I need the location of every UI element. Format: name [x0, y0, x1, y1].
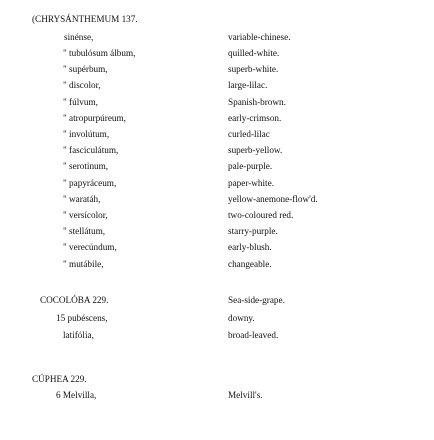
genus-heading-cuphea: CÚPHEA 229.: [32, 374, 87, 384]
species-latin: " papyráceum,: [63, 178, 117, 188]
species-latin: " tubulósum álbum,: [63, 48, 136, 58]
species-row: [0, 112, 434, 125]
species-english: superb-white.: [228, 64, 279, 74]
species-english: paper-white.: [228, 178, 274, 188]
species-latin: " waratáh,: [63, 194, 101, 204]
species-row: [0, 160, 434, 173]
species-row: [0, 79, 434, 92]
species-row: [0, 241, 434, 254]
species-latin: sinénse,: [64, 32, 94, 42]
species-english: curled-lilac: [228, 129, 270, 139]
species-row: [0, 47, 434, 60]
genus-heading-cocoloba: COCOLÓBA 229.: [40, 295, 109, 305]
genus-row-cocoloba: [0, 294, 434, 307]
species-row: [0, 177, 434, 190]
species-latin: 15 pubéscens,: [56, 313, 108, 323]
species-row: [0, 128, 434, 141]
species-latin: " serotinum,: [63, 161, 109, 171]
species-row: [0, 329, 434, 342]
species-row: [0, 312, 434, 325]
species-english: variable-chinese.: [228, 32, 291, 42]
species-row: [0, 209, 434, 222]
species-english: two-coloured red.: [228, 210, 294, 220]
species-english: changeable.: [228, 259, 272, 269]
species-english: superb-yellow.: [228, 145, 283, 155]
genus-heading-chrysanthemum: (CHRYSÁNTHEMUM 137.: [32, 14, 138, 24]
species-english: pale-purple.: [228, 161, 273, 171]
species-english: downy.: [228, 313, 255, 323]
species-latin: " atropurpúreum,: [63, 113, 126, 123]
species-row: [0, 389, 434, 402]
species-latin: " fúlvum,: [63, 97, 98, 107]
species-latin: 6 Melvilla,: [56, 390, 97, 400]
species-latin: " fasciculátum,: [63, 145, 119, 155]
species-latin: " mutábile,: [63, 259, 104, 269]
species-row: [0, 144, 434, 157]
species-latin: " discolor,: [63, 80, 101, 90]
species-english: early-crimson.: [228, 113, 282, 123]
species-row: [0, 258, 434, 271]
species-english: Sea-side-grape.: [228, 295, 285, 305]
species-row: [0, 96, 434, 109]
species-english: yellow-anemone-flow'd.: [228, 194, 318, 204]
species-latin: " verecúndum,: [63, 242, 117, 252]
species-english: broad-leaved.: [228, 330, 279, 340]
species-latin: " supérbum,: [63, 64, 108, 74]
species-english: quilled-white.: [228, 48, 280, 58]
species-latin: " involútum,: [63, 129, 110, 139]
species-english: early-blush.: [228, 242, 272, 252]
species-english: large-lilac.: [228, 80, 268, 90]
species-row: [0, 31, 434, 44]
species-english: Spanish-brown.: [228, 97, 286, 107]
species-row: [0, 63, 434, 76]
species-latin: " versícolor,: [63, 210, 108, 220]
species-row: [0, 225, 434, 238]
species-row: [0, 193, 434, 206]
species-english: starry-purple.: [228, 226, 278, 236]
species-english: Melvill's.: [228, 390, 263, 400]
species-latin: latifólia,: [63, 330, 94, 340]
species-latin: " stellátum,: [63, 226, 106, 236]
